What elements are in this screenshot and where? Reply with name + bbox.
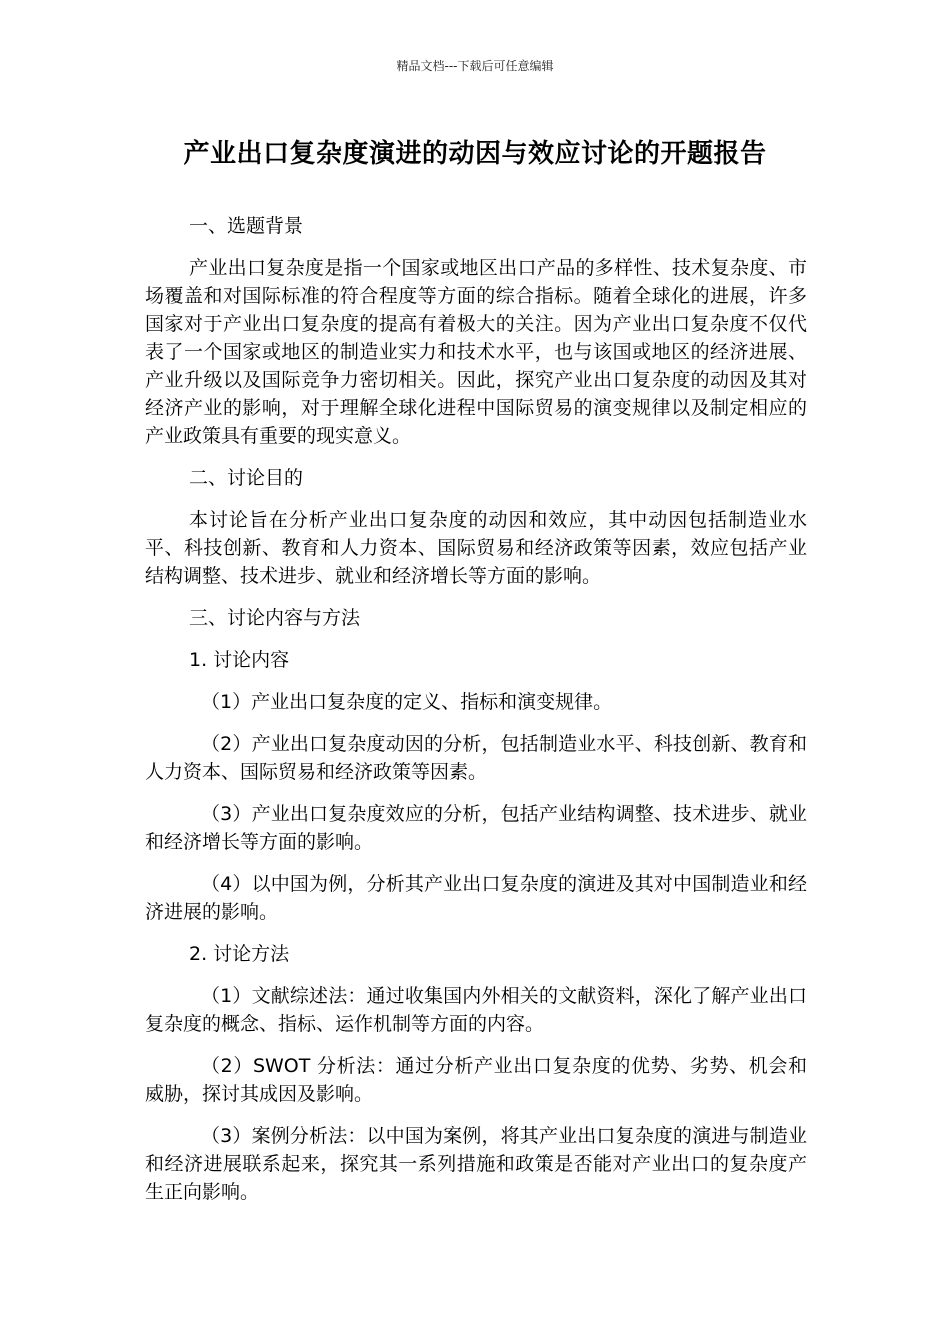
document-body (145, 212, 807, 1220)
document-title: 产业出口复杂度演进的动因与效应讨论的开题报告 (183, 139, 767, 169)
method-item-1: （1）文献综述法：通过收集国内外相关的文献资料，深化了解产业出口复杂度的概念、指标、运作机制等方面的内容。 (145, 985, 807, 1035)
subheading-content: 1. 讨论内容 (189, 649, 290, 671)
content-item-4: （4）以中国为例，分析其产业出口复杂度的演进及其对中国制造业和经济进展的影响。 (145, 873, 807, 923)
section-heading-background: 一、选题背景 (189, 215, 304, 237)
content-item-3: （3）产业出口复杂度效应的分析，包括产业结构调整、技术进步、就业和经济增长等方面的影响。 (145, 803, 807, 853)
background-paragraph: 产业出口复杂度是指一个国家或地区出口产品的多样性、技术复杂度、市场覆盖和对国际标准的符合程度等方面的综合指标。随着全球化的进展，许多国家对于产业出口复杂度的提高有着极大的关注。因为产业出口复杂度不仅代表了一个国家或地区的制造业实力和技术水平，也与该国或地区的经济进展、产业升级以及国际竞争力密切相关。因此，探究产业出口复杂度的动因及其对经济产业的影响，对于理解全球化进程中国际贸易的演变规律以及制定相应的产业政策具有重要的现实意义。 (145, 257, 807, 447)
subheading-method: 2. 讨论方法 (189, 943, 290, 965)
section-heading-content-method: 三、讨论内容与方法 (189, 607, 361, 629)
method-item-3: （3）案例分析法：以中国为案例，将其产业出口复杂度的演进与制造业和经济进展联系起来，探究其一系列措施和政策是否能对产业出口的复杂度产生正向影响。 (145, 1125, 807, 1203)
method-item-2: （2）SWOT 分析法：通过分析产业出口复杂度的优势、劣势、机会和威胁，探讨其成因及影响。 (145, 1055, 807, 1105)
content-item-1: （1）产业出口复杂度的定义、指标和演变规律。 (201, 691, 613, 713)
section-heading-purpose: 二、讨论目的 (189, 467, 304, 489)
header-note: 精品文档---下载后可任意编辑 (396, 59, 554, 73)
purpose-paragraph: 本讨论旨在分析产业出口复杂度的动因和效应，其中动因包括制造业水平、科技创新、教育和人力资本、国际贸易和经济政策等因素，效应包括产业结构调整、技术进步、就业和经济增长等方面的影响。 (145, 509, 807, 587)
content-item-2: （2）产业出口复杂度动因的分析，包括制造业水平、科技创新、教育和人力资本、国际贸易和经济政策等因素。 (145, 733, 807, 783)
